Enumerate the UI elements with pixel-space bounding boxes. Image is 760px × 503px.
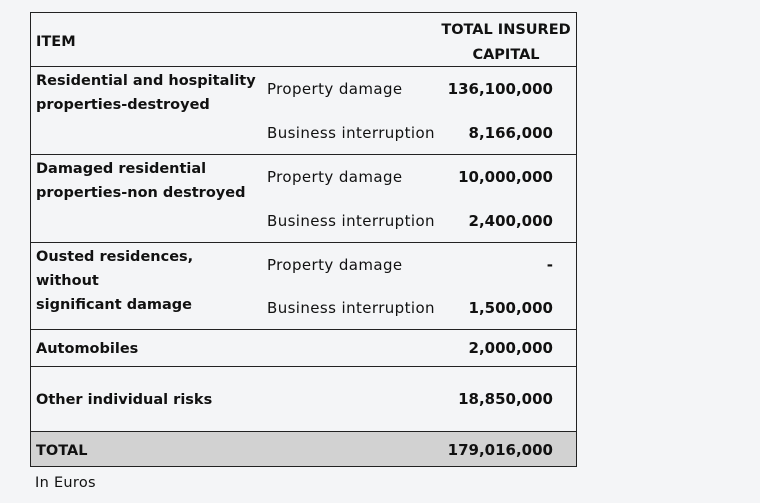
- row-value: 136,100,000: [447, 80, 553, 98]
- group-item-label: [36, 245, 261, 317]
- row-label: Business interruption: [267, 212, 435, 230]
- automobiles-label: Automobiles: [36, 341, 139, 357]
- group-item-line1: Ousted residences, without: [36, 249, 194, 289]
- automobiles-value: 2,000,000: [468, 339, 553, 357]
- row-label: Property damage: [267, 256, 403, 274]
- header-capital-line1: TOTAL INSURED: [441, 22, 571, 38]
- row-value: 10,000,000: [458, 168, 553, 186]
- divider: [31, 66, 576, 67]
- total-value: 179,016,000: [447, 441, 553, 459]
- total-label: TOTAL: [36, 443, 88, 459]
- row-value: 8,166,000: [468, 124, 553, 142]
- group-item-line2: significant damage: [36, 297, 192, 313]
- row-value: -: [546, 256, 553, 274]
- group-item-label: [36, 69, 261, 117]
- group-item-line1: Damaged residential: [36, 161, 207, 177]
- header-capital-label: [441, 18, 571, 68]
- divider: [31, 242, 576, 243]
- header-capital-line2: CAPITAL: [472, 47, 540, 63]
- divider: [31, 329, 576, 330]
- currency-footnote: In Euros: [35, 475, 96, 491]
- group-item-line2: properties-non destroyed: [36, 185, 246, 201]
- row-label: Business interruption: [267, 299, 435, 317]
- insured-capital-table: [30, 12, 577, 467]
- row-label: Business interruption: [267, 124, 435, 142]
- row-label: Property damage: [267, 168, 403, 186]
- row-value: 2,400,000: [468, 212, 553, 230]
- header-item-label: ITEM: [36, 34, 76, 50]
- other-risks-label: Other individual risks: [36, 392, 213, 408]
- group-item-label: [36, 157, 261, 205]
- other-risks-value: 18,850,000: [458, 390, 553, 408]
- row-label: Property damage: [267, 80, 403, 98]
- group-item-line2: properties-destroyed: [36, 97, 210, 113]
- divider: [31, 366, 576, 367]
- divider: [31, 154, 576, 155]
- row-value: 1,500,000: [468, 299, 553, 317]
- group-item-line1: Residential and hospitality: [36, 73, 256, 89]
